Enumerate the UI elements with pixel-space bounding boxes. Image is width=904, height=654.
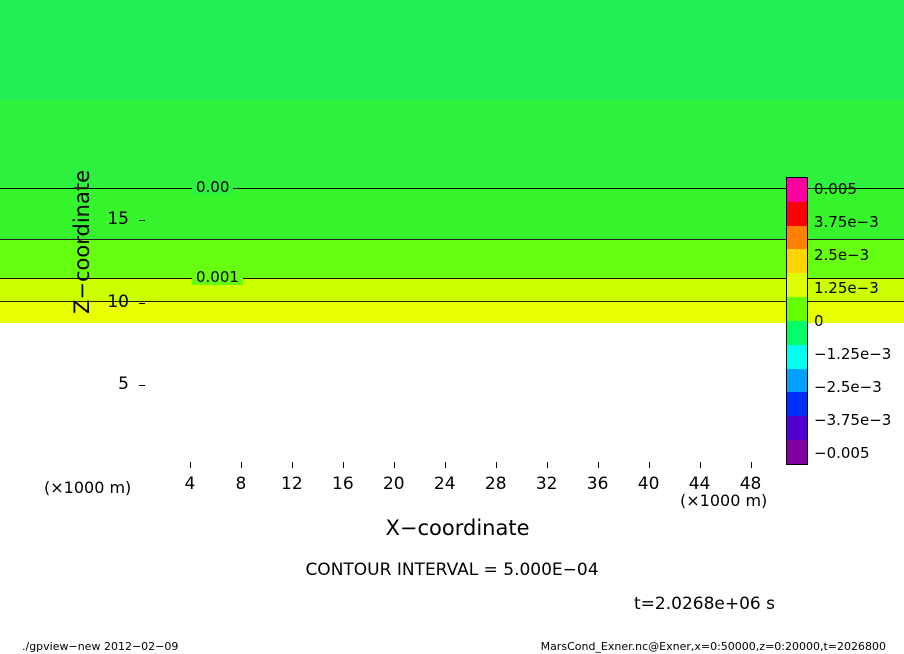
x-tick	[292, 462, 293, 468]
x-tick-label: 28	[484, 474, 507, 494]
x-tick-label: 36	[586, 474, 609, 494]
colorbar-tick-label: 0	[814, 312, 824, 330]
colorbar	[786, 177, 808, 465]
x-tick	[700, 462, 701, 468]
x-tick	[190, 462, 191, 468]
colorbar-tick-label: 1.25e−3	[814, 279, 879, 297]
x-axis-label: X−coordinate	[385, 516, 530, 540]
x-tick	[496, 462, 497, 468]
contour-band	[0, 99, 637, 189]
x-tick	[241, 462, 242, 468]
contour-interval-text: CONTOUR INTERVAL = 5.000E−04	[305, 560, 599, 580]
x-tick	[394, 462, 395, 468]
contour-label: 0.00	[192, 179, 233, 195]
colorbar-tick-label: −0.005	[814, 444, 870, 462]
x-tick-label: 12	[281, 474, 303, 494]
colorbar-cell	[787, 416, 807, 440]
contour-band	[0, 239, 637, 279]
y-tick	[139, 303, 145, 304]
x-tick	[445, 462, 446, 468]
x-tick-label: 40	[637, 474, 660, 494]
contour-line	[0, 239, 637, 240]
x-tick-label: 8	[235, 474, 247, 494]
colorbar-tick-label: 3.75e−3	[814, 213, 879, 231]
y-tick	[139, 385, 145, 386]
x-tick	[751, 462, 752, 468]
x-tick	[343, 462, 344, 468]
x-tick-label: 16	[332, 474, 354, 494]
plot-area	[0, 0, 637, 322]
y-tick-label: 10	[107, 291, 129, 312]
x-tick	[598, 462, 599, 468]
x-tick-label: 44	[688, 474, 711, 494]
y-tick-label: 5	[118, 374, 129, 395]
y-axis-label: Z−coordinate	[70, 170, 94, 314]
footer-right-text: MarsCond_Exner.nc@Exner,x=0:50000,z=0:20000,t=2026800	[540, 640, 886, 653]
contour-line	[0, 188, 637, 189]
x-tick	[649, 462, 650, 468]
contour-label: 0.001	[192, 269, 243, 285]
colorbar-cell	[787, 345, 807, 369]
x-tick-label: 20	[382, 474, 405, 494]
colorbar-cell	[787, 440, 807, 464]
colorbar-cell	[787, 321, 807, 345]
colorbar-tick-label: −1.25e−3	[814, 345, 892, 363]
colorbar-tick-label: 2.5e−3	[814, 246, 870, 264]
contour-line	[0, 278, 637, 279]
colorbar-cell	[787, 369, 807, 393]
x-unit-left: (×1000 m)	[44, 478, 132, 497]
colorbar-cell	[787, 202, 807, 226]
colorbar-tick-label: −3.75e−3	[814, 411, 892, 429]
y-tick-label: 15	[107, 209, 129, 230]
x-tick	[547, 462, 548, 468]
colorbar-cell	[787, 178, 807, 202]
x-tick-label: 24	[433, 474, 456, 494]
x-unit-right: (×1000 m)	[680, 491, 768, 510]
colorbar-cell	[787, 226, 807, 250]
x-tick-label: 48	[739, 474, 762, 494]
colorbar-cell	[787, 297, 807, 321]
contour-band	[0, 0, 637, 100]
colorbar-cell	[787, 392, 807, 416]
colorbar-tick-label: −2.5e−3	[814, 378, 882, 396]
x-tick-label: 4	[184, 474, 196, 494]
x-tick-label: 32	[535, 474, 558, 494]
y-tick	[139, 220, 145, 221]
colorbar-cell	[787, 273, 807, 297]
time-stamp: t=2.0268e+06 s	[634, 594, 775, 614]
footer-left-text: ./gpview−new 2012−02−09	[22, 640, 179, 653]
colorbar-cell	[787, 249, 807, 273]
colorbar-tick-label: 0.005	[814, 180, 857, 198]
